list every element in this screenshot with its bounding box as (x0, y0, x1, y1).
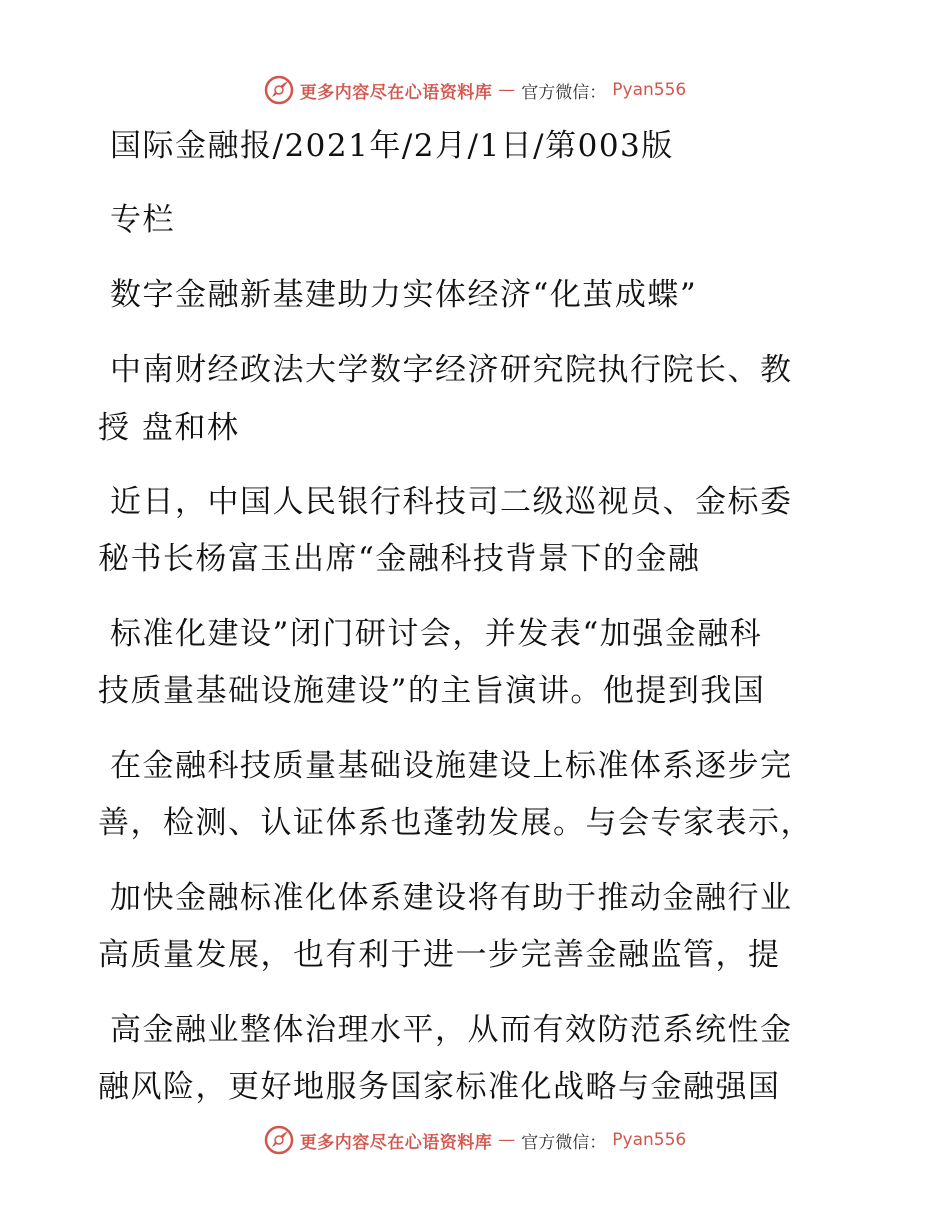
body-line: 技质量基础设施建设”的主旨演讲。他提到我国 (98, 673, 766, 709)
author-line: 中南财经政法大学数字经济研究院执行院长、教 (110, 352, 793, 388)
feather-logo-icon (264, 1125, 294, 1155)
body-line: 秘书长杨富玉出席“金融科技背景下的金融 (98, 541, 701, 577)
source-line: 国际金融报/2021年/2月/1日/第003版 (110, 128, 674, 164)
feather-logo-icon (264, 75, 294, 105)
watermark-dash: — (498, 1130, 516, 1150)
watermark-dash: — (498, 80, 516, 100)
body-line: 标准化建设”闭门研讨会，并发表“加强金融科 (110, 616, 763, 652)
watermark-footer (0, 1122, 950, 1158)
watermark-text: 更多内容尽在心语资料库 (299, 1132, 493, 1153)
watermark-id: Pyan556 (612, 80, 687, 100)
body-line: 加快金融标准化体系建设将有助于推动金融行业 (110, 880, 793, 916)
body-line: 善，检测、认证体系也蓬勃发展。与会专家表示， (98, 805, 813, 841)
section-label: 专栏 (110, 202, 175, 238)
body-line: 近日，中国人民银行科技司二级巡视员、金标委 (110, 484, 793, 520)
article-title: 数字金融新基建助力实体经济“化茧成蝶” (110, 277, 698, 313)
body-line: 融风险，更好地服务国家标准化战略与金融强国 (98, 1069, 781, 1105)
author-line: 授 盘和林 (98, 410, 240, 446)
watermark-header (0, 72, 950, 108)
body-line: 高金融业整体治理水平，从而有效防范系统性金 (110, 1012, 793, 1048)
watermark-id: Pyan556 (612, 1130, 687, 1150)
body-line: 在金融科技质量基础设施建设上标准体系逐步完 (110, 748, 793, 784)
watermark-label: 官方微信： (521, 82, 607, 103)
watermark-label: 官方微信： (521, 1132, 607, 1153)
watermark-text: 更多内容尽在心语资料库 (299, 82, 493, 103)
body-line: 高质量发展，也有利于进一步完善金融监管，提 (98, 937, 781, 973)
